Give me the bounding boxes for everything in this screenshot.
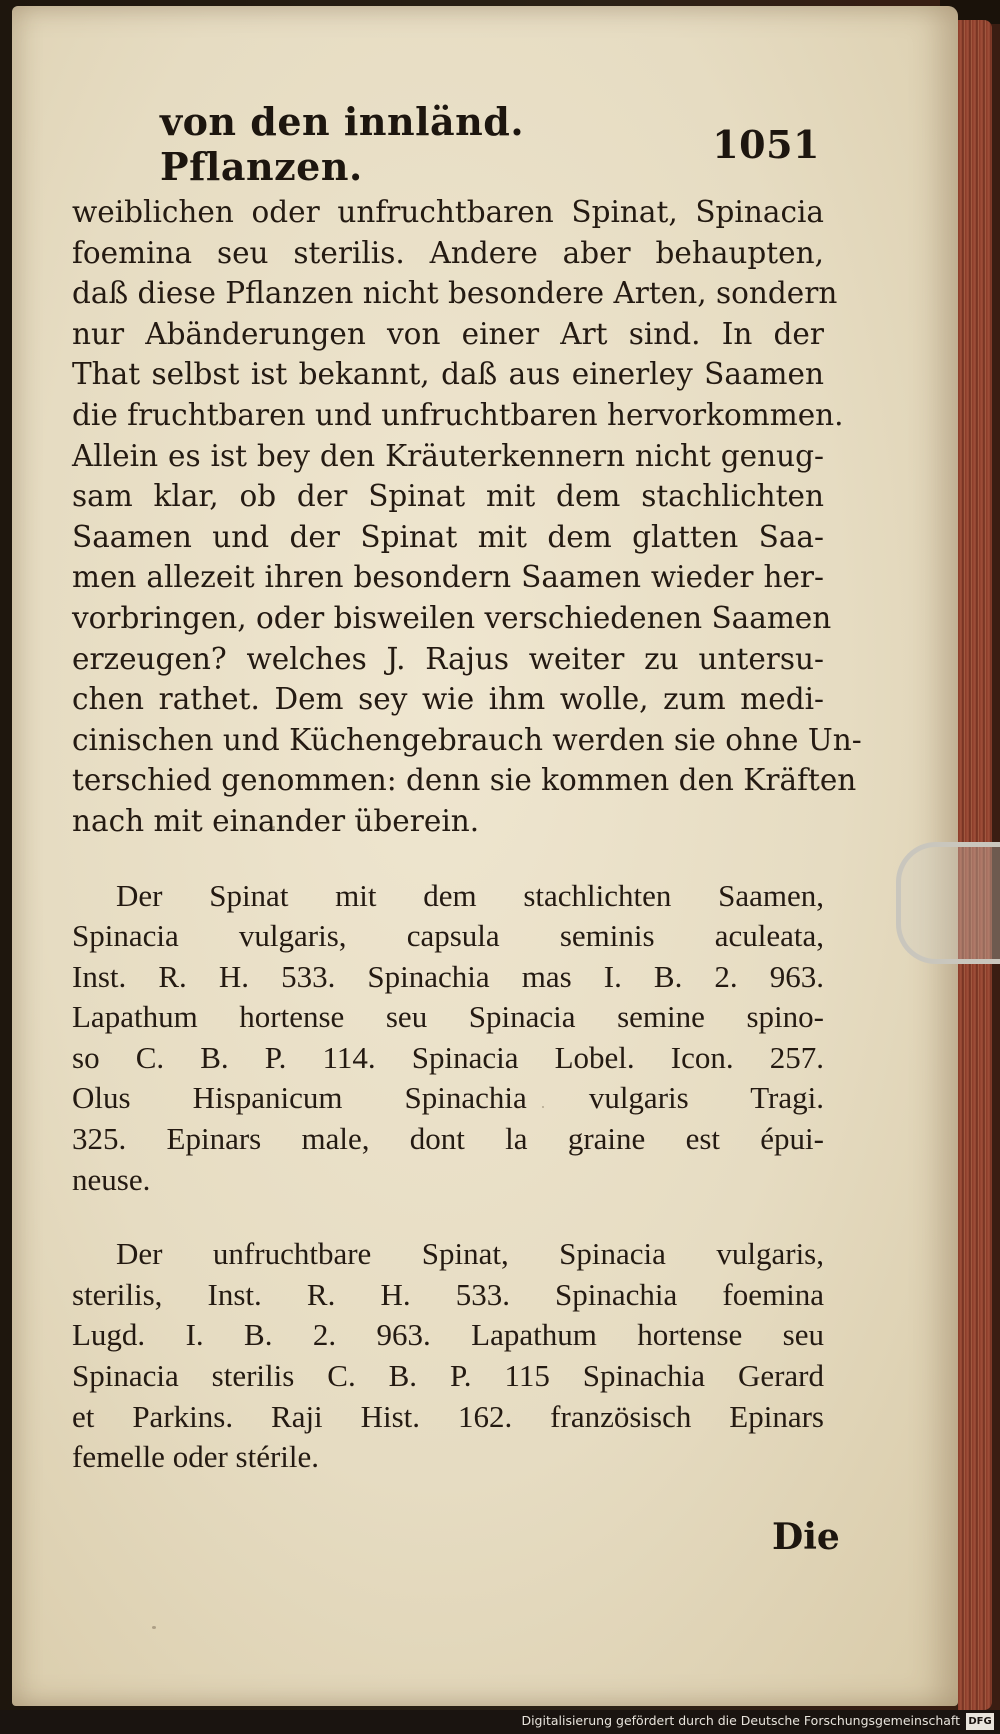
digitization-footer [0, 1710, 1000, 1734]
text-line: daß diese Pflanzen nicht besondere Arten, sondern [72, 276, 838, 311]
text-line: Spinacia sterilis C. B. P. 115 Spinachia Gerard [72, 1358, 824, 1394]
text-line: Lapathum hortense seu Spinacia semine spino- [72, 999, 824, 1035]
text-line: erzeugen? welches J. Rajus weiter zu untersu- [72, 641, 824, 676]
paragraph-gap [72, 842, 824, 876]
text-line: men allezeit ihren besondern Saamen wieder her- [72, 560, 824, 595]
paragraph-spinach-description [72, 192, 862, 842]
text-line: cinischen und Küchengebrauch werden sie ohne Un- [72, 722, 862, 757]
text-line: Allein es ist bey den Kräuterkennern nicht genug- [72, 438, 824, 473]
text-line: Saamen und der Spinat mit dem glatten Saa- [72, 519, 824, 554]
running-head-title: von den innländ. Pflanzen. [160, 99, 525, 189]
text-line: die fruchtbaren und unfruchtbaren hervorkommen. [72, 397, 844, 432]
text-line: Inst. R. H. 533. Spinachia mas I. B. 2. 963. [72, 958, 824, 994]
text-line: vorbringen, oder bisweilen verschiedenen Saamen [72, 600, 832, 635]
text-line: Spinacia vulgaris, capsula seminis aculeata, [72, 918, 824, 954]
page-clip [896, 842, 1000, 964]
text-line: nach mit einander überein. [72, 803, 480, 838]
paragraph-prickly-spinach [72, 876, 824, 1201]
catchword: Die [772, 1516, 840, 1558]
paragraph-sterile-spinach [72, 1234, 824, 1478]
text-line: foemina seu sterilis. Andere aber behaupten, [72, 235, 824, 270]
text-line: so C. B. P. 114. Spinacia Lobel. Icon. 257. [72, 1039, 824, 1075]
footer-credit: Digitalisierung gefördert durch die Deutsche Forschungsgemeinschaft [521, 1713, 960, 1728]
text-line: et Parkins. Raji Hist. 162. französisch Epinars [72, 1398, 824, 1434]
text-line: sterilis, Inst. R. H. 533. Spinachia foemina [72, 1276, 824, 1312]
text-line: terschied genommen: denn sie kommen den Kräften [72, 763, 857, 798]
text-line: weiblichen oder unfruchtbaren Spinat, Spinacia [72, 195, 824, 229]
text-line: Der unfruchtbare Spinat, Spinacia vulgaris, [116, 1236, 824, 1272]
text-line: Lugd. I. B. 2. 963. Lapathum hortense seu [72, 1317, 824, 1353]
text-line: That selbst ist bekannt, daß aus einerley Saamen [72, 357, 824, 392]
paper-speck [152, 1626, 156, 1629]
text-line: Olus Hispanicum Spinachia vulgaris Tragi. [72, 1080, 824, 1116]
text-line: chen rathet. Dem sey wie ihm wolle, zum medi- [72, 682, 824, 717]
body-text [72, 192, 862, 1478]
running-head [160, 99, 820, 189]
paragraph-gap [72, 1200, 824, 1234]
page-number: 1051 [712, 121, 820, 167]
text-line: sam klar, ob der Spinat mit dem stachlichten [72, 479, 824, 514]
text-line: neuse. [72, 1161, 151, 1197]
text-line: femelle oder stérile. [72, 1439, 320, 1475]
text-line: 325. Epinars male, dont la graine est épui- [72, 1121, 824, 1157]
text-line: Der Spinat mit dem stachlichten Saamen, [116, 877, 824, 913]
dfg-logo-icon: DFG [966, 1713, 994, 1730]
text-line: nur Abänderungen von einer Art sind. In der [72, 316, 824, 351]
